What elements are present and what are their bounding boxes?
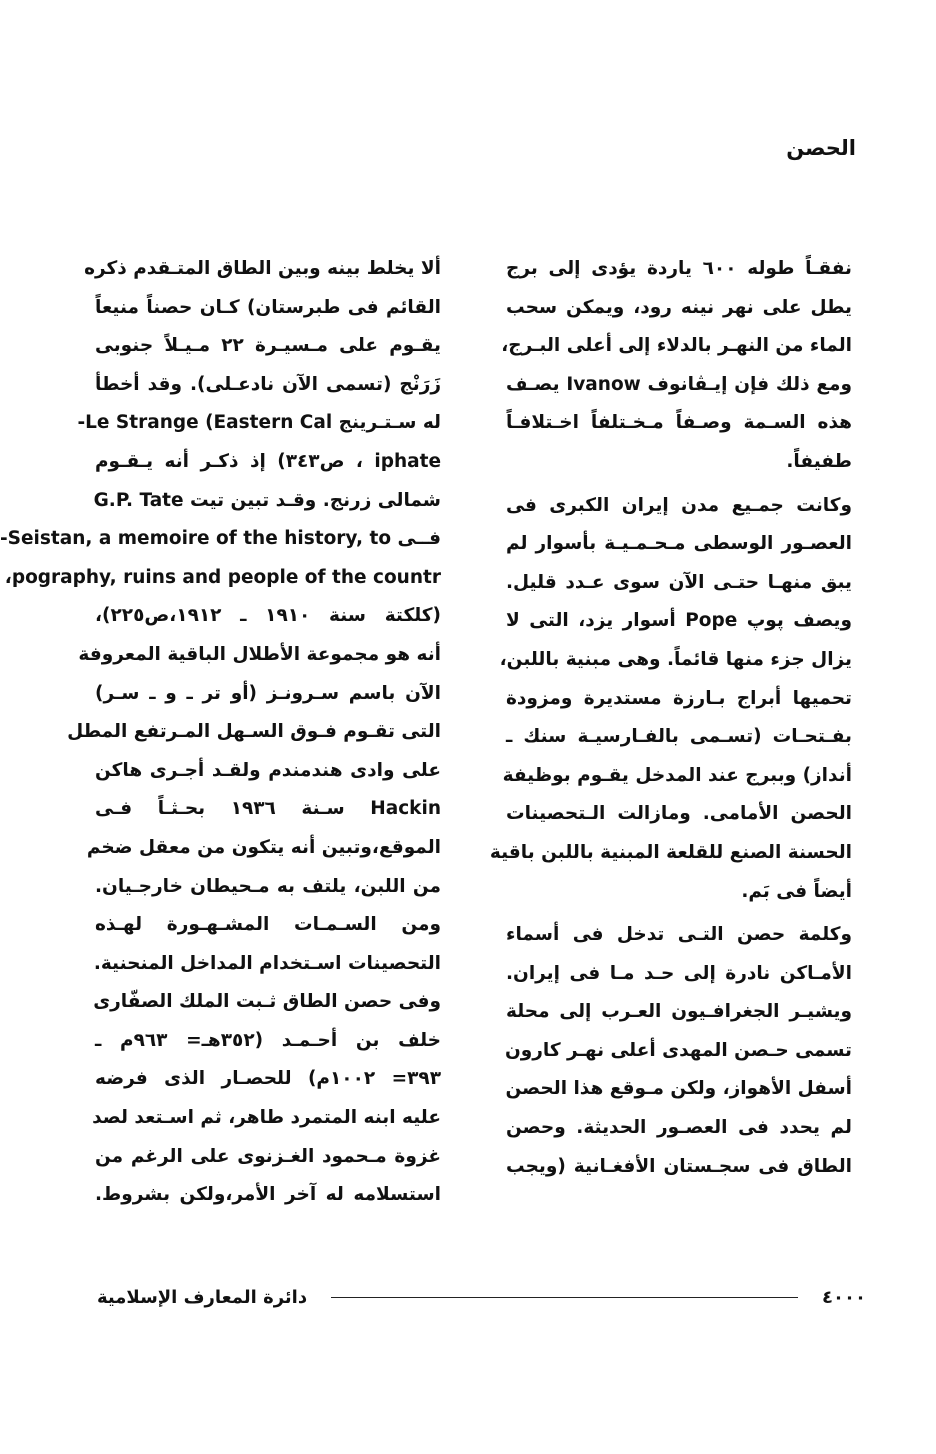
text-line: وكلمة حصن التـى تدخل فى أسماء	[506, 924, 852, 946]
text-line: هذه السـمة وصـفاً مـخـتلفاً اخـتلافـاً	[506, 412, 852, 434]
text-line: فــى Seistan, a memoire of the history, to-	[0, 528, 441, 550]
text-line: الطاق فى سجـستان الأفغـانية (ويجب	[506, 1155, 852, 1177]
text-line: أنداز) وببرج عند المدخل يقـوم بوظيفة	[502, 764, 852, 786]
paragraph	[489, 487, 852, 912]
text-line: الآن باسم سـرونـز (أو تر ـ و ـ سـر)	[95, 682, 441, 704]
text-line: الحصن الأمامى. ومازالت الـتحصينات	[506, 803, 852, 825]
footer-rule	[331, 1297, 798, 1298]
text-line: pography, ruins and people of the countr،	[4, 566, 441, 588]
text-line: الأمـاكن نادرة إلى حـد مـا فى إيران.	[506, 962, 852, 984]
running-head: الحصن	[786, 136, 856, 160]
text-line: أنه هو مجموعة الأطلال الباقية المعروفة	[78, 643, 441, 665]
text-line: التحصينات اسـتخدام المداخل المنحنية.	[93, 952, 441, 974]
text-line: (كلكتة سنة ١٩١٠ ـ ١٩١٢،ص٢٢٥)،	[95, 605, 441, 627]
text-line: ومع ذلك فإن إيـڤانوف Ivanow يصـف	[506, 373, 852, 395]
text-line: يزال جزء منها قائماً. وهى مبنية باللبن،	[499, 648, 852, 670]
text-line: القائم فى طبرستان) كـان حصناً منيعاً	[95, 296, 441, 318]
journal-title: دائرة المعارف الإسلامية	[97, 1286, 308, 1308]
text-line: غزوة مـحمود الغـزنوى على الرغم من	[95, 1145, 441, 1167]
text-line: ألا يخلط بينه وبين الطاق المتـقدم ذكره	[84, 258, 441, 279]
text-line: أيضاً فى بَم.	[741, 880, 852, 902]
text-line: iphate ، ص٣٤٣) إذ ذكـر أنه يـقـوم	[95, 450, 442, 472]
text-line: زَرَنْج (تسمى الآن نادعـلى). وقد أخطأ	[95, 373, 441, 395]
text-line: يبق منهـا حتـى الآن سوى عـدد قليل.	[506, 571, 852, 593]
text-line: التى تقـوم فـوق السـهل المـرتفع المطل	[67, 721, 441, 743]
page-number: ٤٠٠٠	[822, 1286, 866, 1308]
paragraph	[0, 250, 442, 1215]
text-line: تحميها أبراج بـارزة مستديرة ومزودة	[506, 687, 852, 709]
text-line: ويصف پوپ Pope أسوار يزد، التى لا	[506, 610, 852, 632]
text-line: وفى حصن الطاق ثـبت الملك الصفّارى	[93, 991, 441, 1013]
text-line: ومن السـمـات المشـهـورة لهـذه	[95, 914, 441, 936]
text-line: Hackin سـنة ١٩٣٦ بحـثـاً فـى	[95, 798, 441, 820]
text-line: على وادى هندمندم ولقـد أجـرى هاكن	[95, 759, 441, 781]
text-line: نفقـاً طوله ٦٠٠ ياردة يؤدى إلى برج	[506, 258, 852, 279]
text-line: أسفل الأهواز، ولكن مـوقع هذا الحصن	[505, 1078, 852, 1100]
text-line: العصـور الوسطى مـحـمـيـة بأسوار لم	[506, 533, 852, 555]
paragraph	[506, 916, 852, 1186]
text-line: يطل على نهر نينه رود، ويمكن سحب	[506, 296, 852, 318]
text-line: يقـوم على مـسيـرة ٢٢ مـيـلاً جنوبى	[95, 335, 441, 357]
text-line: خلف بن أحـمـد (٣٥٢هـ= ٩٦٣م ـ	[95, 1029, 442, 1051]
text-line: شمالى زرنج. وقـد تبين تيت G.P. Tate	[93, 489, 441, 511]
text-line: بفـتحـات (تسـمى بالفـارسيـة سنك ـ	[506, 726, 852, 748]
text-line: عليه ابنه المتمرد طاهر، ثم اسـتعد لصد	[92, 1107, 441, 1129]
text-line: تسمى حـصن المهدى أعلى نهـر كارون	[504, 1039, 852, 1061]
text-line: له سـتـرينج Le Strange (Eastern Cal-	[77, 412, 441, 434]
text-line: الماء من النهـر بالدلاء إلى أعلى البـرج،	[501, 335, 852, 357]
text-column-left	[0, 250, 442, 1215]
text-line: لم يحدد فى العصـور الحديثة. وحصن	[506, 1117, 852, 1139]
text-line: طفيفاً.	[786, 450, 852, 472]
paragraph	[501, 250, 852, 482]
text-column-right	[489, 250, 852, 1186]
text-line: الموقع،وتبين أنه يتكون من معقل ضخم	[86, 836, 441, 858]
text-line: ويشيـر الجغرافـيون العـرب إلى محلة	[506, 1001, 852, 1023]
text-line: استسلامه له آخر الأمر،ولكن بشروط.	[95, 1184, 441, 1206]
text-line: ٣٩٣= ١٠٠٢م) للحصـار الذى فرضه	[95, 1068, 441, 1090]
text-line: الحسنة الصنع للقلعة المبنية باللبن باقية	[489, 841, 852, 863]
text-line: من اللبن، يلتف به مـحيطان خارجـيان.	[95, 875, 441, 897]
text-line: وكانت جمـيع مدن إيران الكبرى فى	[506, 494, 852, 516]
page-footer	[97, 1282, 866, 1312]
